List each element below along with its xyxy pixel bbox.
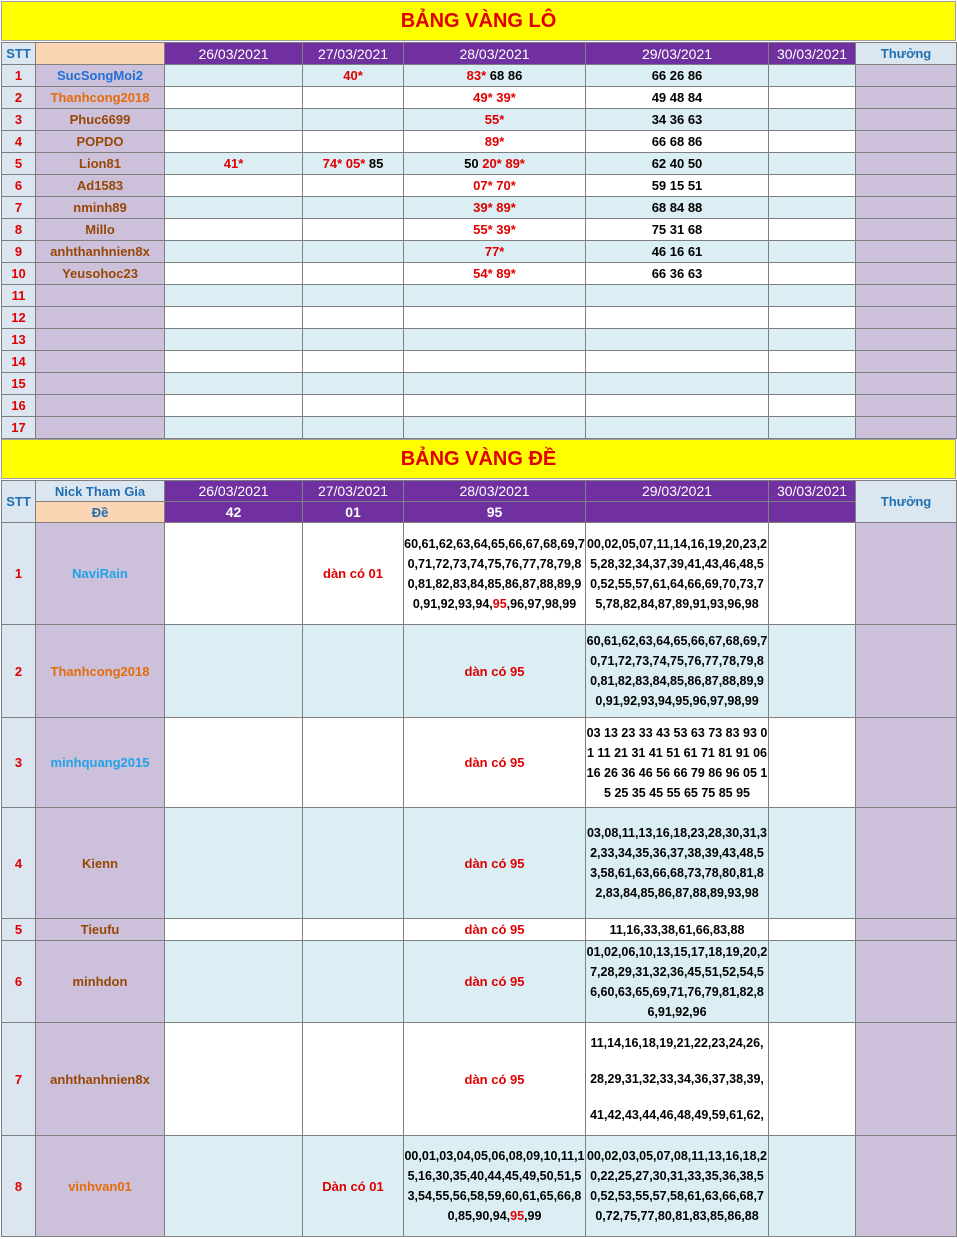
lo-cell-d3 — [404, 131, 586, 153]
lo-thuong-cell — [856, 395, 957, 417]
lo-cell-d3 — [404, 175, 586, 197]
lo-cell-d4 — [586, 395, 769, 417]
lo-thuong-cell — [856, 197, 957, 219]
lo-cell-d2: 40* — [303, 65, 404, 87]
de-cell-d1 — [165, 941, 303, 1023]
lo-thuong-cell — [856, 285, 957, 307]
lo-cell-d1 — [165, 395, 303, 417]
de-thuong-cell — [856, 808, 957, 919]
lo-date-header: 30/03/2021 — [769, 43, 856, 65]
lo-row — [2, 395, 957, 417]
row-number: 16 — [2, 395, 36, 417]
lo-row — [2, 285, 957, 307]
de-hit-number: 95 — [492, 596, 507, 611]
lo-cell-d1 — [165, 285, 303, 307]
lo-thuong-cell — [856, 175, 957, 197]
row-number: 9 — [2, 241, 36, 263]
nick-name — [36, 329, 165, 351]
lo-cell-d3 — [404, 87, 586, 109]
de-cell-d3: dàn có 95 — [404, 625, 586, 718]
de-cell-d3 — [404, 1146, 585, 1226]
lo-header-row — [2, 43, 957, 65]
lo-hit: 49* 39* — [473, 90, 516, 105]
lo-row — [2, 373, 957, 395]
de-cell-d5 — [769, 919, 856, 941]
nick-name: minhquang2015 — [36, 718, 165, 808]
row-number: 13 — [2, 329, 36, 351]
de-cell-d4: 00,02,03,05,07,08,11,13,16,18,20,22,25,27,30,31,33,35,36,38,50,52,53,55,57,58,61,63,66,68,70,72,75,77,80,81,83,85,86,88 — [586, 1149, 768, 1223]
de-cell-d1 — [165, 523, 303, 625]
row-number: 10 — [2, 263, 36, 285]
nick-name — [36, 395, 165, 417]
de-thuong-cell — [856, 1023, 957, 1136]
de-cell-d1 — [165, 919, 303, 941]
de-cell-d2: dàn có 01 — [303, 523, 404, 625]
de-cell-d4: 01,02,06,10,13,15,17,18,19,20,27,28,29,31,32,36,45,51,52,54,56,60,63,65,69,71,76,79,81,82,86,91,92,96 — [586, 944, 768, 1019]
nick-name: vinhvan01 — [36, 1136, 165, 1237]
nick-name: nminh89 — [36, 197, 165, 219]
de-cell-d3: dàn có 95 — [404, 919, 586, 941]
de-cell-d5 — [769, 523, 856, 625]
de-thuong-cell — [856, 941, 957, 1023]
row-number: 2 — [2, 87, 36, 109]
lo-cell-d4: 68 84 88 — [586, 197, 769, 219]
row-number: 14 — [2, 351, 36, 373]
de-spacer — [586, 1088, 768, 1106]
de-cell-d3: dàn có 95 — [404, 941, 586, 1023]
lo-cell-d5 — [769, 285, 856, 307]
nick-name: NaviRain — [36, 523, 165, 625]
lo-cell-d3 — [404, 219, 586, 241]
lo-cell-d2 — [303, 175, 404, 197]
lo-title: BẢNG VÀNG LÔ — [400, 9, 557, 32]
nick-name: anhthanhnien8x — [36, 241, 165, 263]
nick-name: Yeusohoc23 — [36, 263, 165, 285]
lo-cell-d5 — [769, 417, 856, 439]
lo-cell-d4: 75 31 68 — [586, 219, 769, 241]
lo-hit: 07* 70* — [473, 178, 516, 193]
lo-cell-d4 — [586, 329, 769, 351]
de-cell-d2: Dàn có 01 — [303, 1136, 404, 1237]
de-spacer — [586, 1052, 768, 1070]
lo-cell-d5 — [769, 263, 856, 285]
lo-cell-d1 — [165, 219, 303, 241]
de-cell-d3: dàn có 95 — [404, 1023, 586, 1136]
lo-hit: 77* — [484, 244, 505, 259]
lo-hit: 83* — [466, 68, 487, 83]
lo-thuong-cell — [856, 153, 957, 175]
lo-cell-d4 — [586, 351, 769, 373]
row-number: 17 — [2, 417, 36, 439]
lo-thuong-cell — [856, 417, 957, 439]
de-cell-d2 — [303, 941, 404, 1023]
lo-date-header: 27/03/2021 — [303, 43, 404, 65]
de-cell-d5 — [769, 808, 856, 919]
nick-name: Phuc6699 — [36, 109, 165, 131]
de-title: BẢNG VÀNG ĐỀ — [400, 447, 557, 470]
de-result: 01 — [303, 502, 404, 523]
de-row — [2, 941, 957, 1023]
lo-miss: 85 — [368, 156, 384, 171]
lo-cell-d4 — [586, 307, 769, 329]
nick-name: Thanhcong2018 — [36, 625, 165, 718]
de-stt-header: STT — [2, 481, 36, 523]
de-cell-d4: 11,16,33,38,61,66,83,88 — [609, 922, 745, 937]
lo-cell-d1 — [165, 417, 303, 439]
lo-cell-d1 — [165, 175, 303, 197]
lo-thuong-cell — [856, 241, 957, 263]
de-cell-d5 — [769, 941, 856, 1023]
lo-row — [2, 329, 957, 351]
de-row — [2, 1136, 957, 1237]
lo-cell-d2 — [303, 131, 404, 153]
lo-banner — [1, 1, 956, 41]
lo-cell-d1 — [165, 65, 303, 87]
de-cell-d2 — [303, 625, 404, 718]
de-cell-d4: 60,61,62,63,64,65,66,67,68,69,70,71,72,73,74,75,76,77,78,79,80,81,82,83,84,85,86,87,88,89,90,91,92,93,94,95,96,97,98,99 — [586, 634, 768, 708]
lo-cell-d3 — [404, 263, 586, 285]
lo-cell-d2 — [303, 307, 404, 329]
lo-hit: 55* 39* — [473, 222, 516, 237]
lo-cell-d5 — [769, 131, 856, 153]
lo-cell-d4: 49 48 84 — [586, 87, 769, 109]
lo-cell-d5 — [769, 65, 856, 87]
row-number: 1 — [2, 65, 36, 87]
lo-row — [2, 109, 957, 131]
de-row — [2, 1023, 957, 1136]
lo-cell-d3 — [404, 417, 586, 439]
nick-name — [36, 417, 165, 439]
de-cell-d1 — [165, 625, 303, 718]
de-date-header: 30/03/2021 — [769, 481, 856, 502]
lo-thuong-cell — [856, 373, 957, 395]
lo-row — [2, 65, 957, 87]
de-nick-header: Nick Tham Gia — [36, 481, 165, 502]
lo-cell-d4: 66 68 86 — [586, 131, 769, 153]
lo-miss: 50 — [464, 156, 479, 171]
lo-cell-d2 — [303, 417, 404, 439]
lo-date-header: 29/03/2021 — [586, 43, 769, 65]
lo-row — [2, 219, 957, 241]
de-cell-d5 — [769, 1136, 856, 1237]
lo-row — [2, 87, 957, 109]
lo-hit: 54* 89* — [473, 266, 516, 281]
de-cell-d5 — [769, 1023, 856, 1136]
de-label: Đề — [36, 502, 165, 523]
row-number: 12 — [2, 307, 36, 329]
de-date-header: 29/03/2021 — [586, 481, 769, 502]
lo-row — [2, 175, 957, 197]
lo-row — [2, 307, 957, 329]
de-cell-d1 — [165, 718, 303, 808]
lo-row — [2, 351, 957, 373]
lo-thuong-cell — [856, 307, 957, 329]
row-number: 1 — [2, 523, 36, 625]
de-cell-d2 — [303, 1023, 404, 1136]
lo-cell-d3 — [404, 373, 586, 395]
row-number: 11 — [2, 285, 36, 307]
lo-thuong-cell — [856, 109, 957, 131]
lo-cell-d3 — [404, 395, 586, 417]
de-date-header: 28/03/2021 — [404, 481, 586, 502]
nick-name: anhthanhnien8x — [36, 1023, 165, 1136]
lo-cell-d5 — [769, 395, 856, 417]
de-date-header: 26/03/2021 — [165, 481, 303, 502]
lo-cell-d2 — [303, 197, 404, 219]
lo-cell-d4: 34 36 63 — [586, 109, 769, 131]
lo-nick-header — [36, 43, 165, 65]
lo-cell-d5 — [769, 307, 856, 329]
lo-cell-d3 — [404, 197, 586, 219]
lo-cell-d5 — [769, 197, 856, 219]
lo-row — [2, 131, 957, 153]
lo-cell-d2 — [303, 329, 404, 351]
row-number: 15 — [2, 373, 36, 395]
lo-cell-d2 — [303, 351, 404, 373]
nick-name: Tieufu — [36, 919, 165, 941]
lo-date-header: 28/03/2021 — [404, 43, 586, 65]
row-number: 5 — [2, 153, 36, 175]
de-date-header: 27/03/2021 — [303, 481, 404, 502]
de-thuong-header: Thưởng — [856, 481, 957, 523]
nick-name: SucSongMoi2 — [36, 65, 165, 87]
lo-miss: 68 86 — [489, 68, 523, 83]
row-number: 8 — [2, 219, 36, 241]
de-result: 95 — [404, 502, 586, 523]
lo-thuong-cell — [856, 65, 957, 87]
nick-name: Lion81 — [36, 153, 165, 175]
lo-cell-d4 — [586, 285, 769, 307]
de-row — [2, 808, 957, 919]
de-numbers: 41,42,43,44,46,48,49,59,61,62, — [590, 1108, 764, 1122]
lo-thuong-cell — [856, 219, 957, 241]
lo-row — [2, 417, 957, 439]
de-banner — [1, 439, 956, 479]
lo-cell-d2 — [303, 153, 404, 175]
lo-cell-d2 — [303, 285, 404, 307]
lo-hit: 74* 05* — [322, 156, 366, 171]
de-numbers: 00,01,03,04,05,06,08,09,10,11,15,16,30,35,40,44,45,49,50,51,53,54,55,56,58,59,60,61,65,66,80,85,90,94, — [404, 1149, 585, 1223]
nick-name: Millo — [36, 219, 165, 241]
de-result — [769, 502, 856, 523]
lo-thuong-cell — [856, 329, 957, 351]
nick-name — [36, 351, 165, 373]
lo-cell-d1 — [165, 307, 303, 329]
row-number: 2 — [2, 625, 36, 718]
de-cell-d4: 03 13 23 33 43 53 63 73 83 93 01 11 21 31 41 51 61 71 81 91 06 16 26 36 46 56 66 79 86 96 05 15 25 35 45 55 65 75 85 95 — [586, 725, 768, 800]
lo-row — [2, 263, 957, 285]
lo-row — [2, 241, 957, 263]
de-cell-d2 — [303, 808, 404, 919]
lo-hit: 39* 89* — [473, 200, 516, 215]
lo-cell-d5 — [769, 175, 856, 197]
lo-cell-d3 — [404, 109, 586, 131]
row-number: 4 — [2, 808, 36, 919]
lo-cell-d2 — [303, 241, 404, 263]
de-hit-number: 95 — [510, 1209, 525, 1223]
de-numbers: 28,29,31,32,33,34,36,37,38,39, — [590, 1072, 764, 1086]
de-thuong-cell — [856, 523, 957, 625]
lo-hit: 20* 89* — [482, 156, 525, 171]
lo-cell-d5 — [769, 351, 856, 373]
de-thuong-cell — [856, 919, 957, 941]
lo-stt-header: STT — [2, 43, 36, 65]
de-cell-d2 — [303, 718, 404, 808]
lo-cell-d1 — [165, 197, 303, 219]
row-number: 3 — [2, 109, 36, 131]
de-cell-d5 — [769, 718, 856, 808]
lo-cell-d2 — [303, 219, 404, 241]
de-numbers: ,99 — [524, 1209, 542, 1223]
lo-thuong-cell — [856, 87, 957, 109]
row-number: 6 — [2, 941, 36, 1023]
row-number: 6 — [2, 175, 36, 197]
lo-cell-d1 — [165, 109, 303, 131]
lo-cell-d3 — [404, 307, 586, 329]
lo-cell-d4: 46 16 61 — [586, 241, 769, 263]
de-numbers: 11,14,16,18,19,21,22,23,24,26, — [590, 1036, 764, 1050]
lo-cell-d3 — [404, 285, 586, 307]
de-cell-d1 — [165, 1023, 303, 1136]
lo-cell-d1 — [165, 241, 303, 263]
lo-cell-d4: 62 40 50 — [586, 153, 769, 175]
lo-cell-d1 — [165, 373, 303, 395]
de-cell-d5 — [769, 625, 856, 718]
lo-cell-d2 — [303, 373, 404, 395]
de-row — [2, 718, 957, 808]
nick-name — [36, 373, 165, 395]
lo-cell-d4 — [586, 373, 769, 395]
de-cell-d4: 03,08,11,13,16,18,23,28,30,31,32,33,34,35,36,37,38,39,43,48,53,58,61,63,66,68,73,78,80,81,82,83,84,85,86,87,88,89,93,98 — [586, 826, 768, 900]
lo-cell-d5 — [769, 329, 856, 351]
lo-thuong-header: Thưởng — [856, 43, 957, 65]
lo-cell-d4: 66 26 86 — [586, 65, 769, 87]
de-row — [2, 625, 957, 718]
de-numbers: 60,61,62,63,64,65,66,67,68,69,70,71,72,73,74,75,76,77,78,79,80,81,82,83,84,85,86,87,88,89,90,91,92,93,94, — [404, 536, 585, 611]
lo-thuong-cell — [856, 351, 957, 373]
de-result-row — [2, 502, 957, 523]
de-cell-d2 — [303, 919, 404, 941]
row-number: 8 — [2, 1136, 36, 1237]
lo-cell-d3 — [404, 241, 586, 263]
lo-cell-d5 — [769, 87, 856, 109]
de-cell-d1 — [165, 808, 303, 919]
nick-name: Ad1583 — [36, 175, 165, 197]
row-number: 4 — [2, 131, 36, 153]
nick-name — [36, 285, 165, 307]
lo-cell-d3 — [404, 351, 586, 373]
lo-date-header: 26/03/2021 — [165, 43, 303, 65]
lo-cell-d4: 59 15 51 — [586, 175, 769, 197]
de-result — [586, 502, 769, 523]
lo-cell-d3 — [404, 65, 586, 87]
de-cell-d1 — [165, 1136, 303, 1237]
row-number: 7 — [2, 197, 36, 219]
de-cell-d3 — [404, 534, 585, 614]
de-result: 42 — [165, 502, 303, 523]
de-thuong-cell — [856, 1136, 957, 1237]
lo-cell-d5 — [769, 373, 856, 395]
lo-cell-d1 — [165, 263, 303, 285]
lo-row — [2, 153, 957, 175]
de-thuong-cell — [856, 718, 957, 808]
de-cell-d4: 00,02,05,07,11,14,16,19,20,23,25,28,32,34,37,39,41,43,46,48,50,52,55,57,61,64,66,69,70,73,75,78,82,84,87,89,91,93,96,98 — [586, 536, 768, 611]
lo-cell-d2 — [303, 395, 404, 417]
de-numbers: ,96,97,98,99 — [506, 596, 577, 611]
nick-name: Kienn — [36, 808, 165, 919]
lo-cell-d1 — [165, 131, 303, 153]
de-table — [1, 480, 957, 1237]
de-header-row — [2, 481, 957, 502]
lo-cell-d1: 41* — [165, 153, 303, 175]
lo-cell-d2 — [303, 109, 404, 131]
lo-thuong-cell — [856, 131, 957, 153]
lo-cell-d1 — [165, 329, 303, 351]
row-number: 5 — [2, 919, 36, 941]
nick-name: POPDO — [36, 131, 165, 153]
lo-cell-d4 — [586, 417, 769, 439]
row-number: 7 — [2, 1023, 36, 1136]
lo-cell-d2 — [303, 263, 404, 285]
de-cell-d3: dàn có 95 — [404, 718, 586, 808]
row-number: 3 — [2, 718, 36, 808]
nick-name — [36, 307, 165, 329]
de-cell-d4 — [586, 1034, 768, 1124]
nick-name: minhdon — [36, 941, 165, 1023]
lo-thuong-cell — [856, 263, 957, 285]
lo-cell-d2 — [303, 87, 404, 109]
lo-cell-d5 — [769, 241, 856, 263]
de-row — [2, 523, 957, 625]
lo-cell-d3 — [404, 329, 586, 351]
de-thuong-cell — [856, 625, 957, 718]
lo-hit: 55* — [484, 112, 505, 127]
lo-table — [1, 42, 957, 439]
lo-row — [2, 197, 957, 219]
lo-cell-d1 — [165, 351, 303, 373]
de-row — [2, 919, 957, 941]
lo-cell-d5 — [769, 153, 856, 175]
nick-name: Thanhcong2018 — [36, 87, 165, 109]
lo-cell-d4: 66 36 63 — [586, 263, 769, 285]
lo-cell-d1 — [165, 87, 303, 109]
lo-cell-d5 — [769, 219, 856, 241]
lo-hit: 89* — [484, 134, 505, 149]
lo-cell-d3 — [404, 153, 586, 175]
de-cell-d3: dàn có 95 — [404, 808, 586, 919]
lo-cell-d5 — [769, 109, 856, 131]
